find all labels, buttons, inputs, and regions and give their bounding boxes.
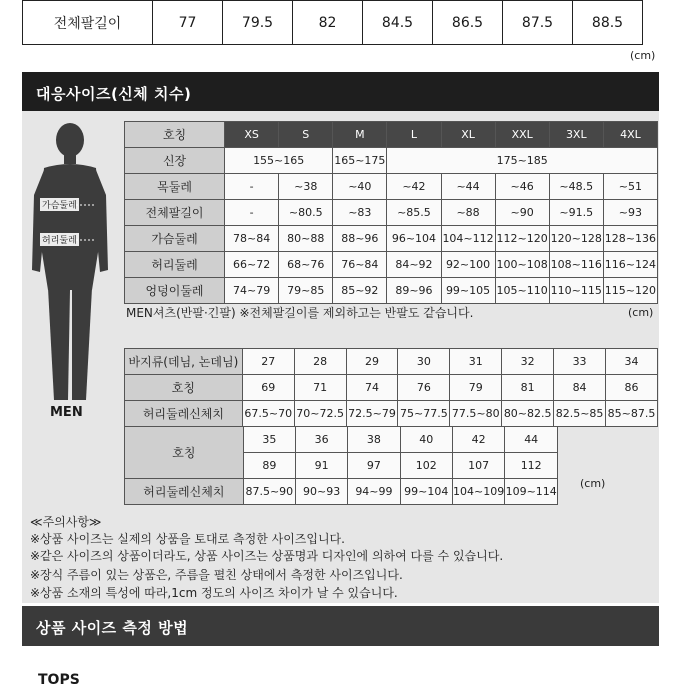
table-cell: 74 xyxy=(346,375,398,401)
table-cell: 79.5 xyxy=(223,1,293,45)
table-cell: 86 xyxy=(606,375,658,401)
table-cell: 72.5~79 xyxy=(346,401,398,427)
row-label: 호칭 xyxy=(125,375,243,401)
tops-label: TOPS xyxy=(38,672,80,688)
table-cell: 120~128 xyxy=(549,226,603,252)
body-figure xyxy=(30,120,110,410)
table-row xyxy=(125,252,658,278)
table-cell: ~44 xyxy=(441,174,495,200)
table-cell: 102 xyxy=(400,453,452,479)
table-cell: 29 xyxy=(346,349,398,375)
column-header: 3XL xyxy=(549,122,603,148)
row-label: 전체팔길이 xyxy=(53,15,122,32)
column-header: XS xyxy=(225,122,279,148)
shirt-unit-label: (cm) xyxy=(628,306,654,319)
column-header: 호칭 xyxy=(125,122,225,148)
table-cell: 89~96 xyxy=(387,278,441,304)
unit-label: (cm) xyxy=(630,49,656,62)
table-row xyxy=(125,349,658,375)
row-label: 허리둘레신체치 xyxy=(125,401,243,427)
column-header: XXL xyxy=(495,122,549,148)
table-cell: 30 xyxy=(398,349,450,375)
table-cell: 67.5~70 xyxy=(242,401,294,427)
table-cell: 76~84 xyxy=(333,252,387,278)
section-title: 대응사이즈(신체 치수) xyxy=(22,72,659,112)
pants-size-table xyxy=(124,348,658,427)
table-cell: 71 xyxy=(294,375,346,401)
table-cell: 75~77.5 xyxy=(398,401,450,427)
table-cell: 116~124 xyxy=(603,252,657,278)
table-cell: ~90 xyxy=(495,200,549,226)
note-line: ※상품 사이즈는 실제의 상품을 토대로 측정한 사이즈입니다. xyxy=(30,532,345,546)
table-cell: 87.5~90 xyxy=(243,479,295,505)
table-cell: 88.5 xyxy=(573,1,643,45)
table-cell: 77 xyxy=(153,1,223,45)
column-header: 4XL xyxy=(603,122,657,148)
table-cell: - xyxy=(225,174,279,200)
table-cell: 115~120 xyxy=(603,278,657,304)
table-row xyxy=(125,479,558,505)
table-cell: 78~84 xyxy=(225,226,279,252)
column-header: L xyxy=(387,122,441,148)
row-label: 전체팔길이 xyxy=(125,200,225,226)
table-cell: ~80.5 xyxy=(279,200,333,226)
table-cell: 165~175 xyxy=(333,148,387,174)
table-cell: 85~92 xyxy=(333,278,387,304)
table-cell: ~42 xyxy=(387,174,441,200)
table-cell: 90~93 xyxy=(295,479,347,505)
table-cell: 42 xyxy=(452,427,505,453)
table-cell: 88~96 xyxy=(333,226,387,252)
table-cell: 66~72 xyxy=(225,252,279,278)
row-label: 호칭 xyxy=(125,427,244,479)
table-row xyxy=(125,174,658,200)
table-cell: 85~87.5 xyxy=(606,401,658,427)
table-row xyxy=(125,278,658,304)
table-cell: 96~104 xyxy=(387,226,441,252)
table-cell: ~83 xyxy=(333,200,387,226)
table-cell: 94~99 xyxy=(348,479,400,505)
table-cell: ~93 xyxy=(603,200,657,226)
shirt-size-table xyxy=(124,121,658,304)
table-row xyxy=(23,1,643,45)
table-cell: 109~114 xyxy=(505,479,558,505)
table-row xyxy=(125,148,658,174)
table-cell: 79 xyxy=(450,375,502,401)
shirt-note: MEN셔츠(반팔·긴팔) ※전체팔길이를 제외하고는 반팔도 같습니다. xyxy=(126,306,474,320)
section-title: 상품 사이즈 측정 방법 xyxy=(22,606,659,646)
man-silhouette-icon xyxy=(30,120,110,410)
table-cell: 155~165 xyxy=(225,148,333,174)
table-cell: 104~109 xyxy=(452,479,505,505)
table-cell: 35 xyxy=(243,427,295,453)
table-cell: 68~76 xyxy=(279,252,333,278)
note-line: ※장식 주름이 있는 상품은, 주름을 펼친 상태에서 측정한 사이즈입니다. xyxy=(30,568,403,582)
men-label: MEN xyxy=(50,405,83,420)
table-cell: 77.5~80 xyxy=(450,401,502,427)
table-row xyxy=(125,375,658,401)
table-cell: 80~82.5 xyxy=(502,401,554,427)
table-cell: 81 xyxy=(502,375,554,401)
pants-unit-label: (cm) xyxy=(580,477,606,490)
table-cell: 82 xyxy=(293,1,363,45)
table-cell: 110~115 xyxy=(549,278,603,304)
table-cell: 27 xyxy=(242,349,294,375)
table-cell: 32 xyxy=(502,349,554,375)
table-cell: 92~100 xyxy=(441,252,495,278)
table-row xyxy=(125,427,558,453)
row-label: 바지류(데님, 논데님) xyxy=(125,349,243,375)
table-cell: 33 xyxy=(554,349,606,375)
table-row xyxy=(125,200,658,226)
table-cell: 44 xyxy=(505,427,558,453)
table-cell: 107 xyxy=(452,453,505,479)
column-header: S xyxy=(279,122,333,148)
table-cell: ~46 xyxy=(495,174,549,200)
row-label: 엉덩이둘레 xyxy=(125,278,225,304)
table-cell: 84.5 xyxy=(363,1,433,45)
table-cell: ~48.5 xyxy=(549,174,603,200)
table-cell: ~91.5 xyxy=(549,200,603,226)
table-cell: 87.5 xyxy=(503,1,573,45)
arm-length-table xyxy=(22,0,643,45)
table-cell: 69 xyxy=(242,375,294,401)
table-cell: ~38 xyxy=(279,174,333,200)
column-header: M xyxy=(333,122,387,148)
row-label: 허리둘레신체치 xyxy=(125,479,244,505)
waist-label: 허리둘레 xyxy=(40,233,79,246)
table-cell: 91 xyxy=(295,453,347,479)
row-label: 허리둘레 xyxy=(125,252,225,278)
row-label: 신장 xyxy=(125,148,225,174)
table-cell: 31 xyxy=(450,349,502,375)
table-cell: 40 xyxy=(400,427,452,453)
chest-label: 가슴둘레 xyxy=(40,198,79,211)
table-row xyxy=(125,401,658,427)
pants-size-table-large xyxy=(124,426,558,505)
table-cell: 112 xyxy=(505,453,558,479)
table-cell: 175~185 xyxy=(387,148,658,174)
table-cell: 79~85 xyxy=(279,278,333,304)
table-cell: 86.5 xyxy=(433,1,503,45)
table-cell: 97 xyxy=(348,453,400,479)
table-cell: 84 xyxy=(554,375,606,401)
table-cell: - xyxy=(225,200,279,226)
table-cell: ~88 xyxy=(441,200,495,226)
table-cell: 89 xyxy=(243,453,295,479)
table-cell: ~85.5 xyxy=(387,200,441,226)
table-header-row xyxy=(125,122,658,148)
notes-title: ≪주의사항≫ xyxy=(30,515,102,529)
table-cell: 70~72.5 xyxy=(294,401,346,427)
table-cell: 76 xyxy=(398,375,450,401)
table-cell: 74~79 xyxy=(225,278,279,304)
table-cell: 99~105 xyxy=(441,278,495,304)
column-header: XL xyxy=(441,122,495,148)
table-cell: 105~110 xyxy=(495,278,549,304)
table-cell: 104~112 xyxy=(441,226,495,252)
table-cell: 128~136 xyxy=(603,226,657,252)
row-label: 가슴둘레 xyxy=(125,226,225,252)
table-cell: 34 xyxy=(606,349,658,375)
table-cell: 99~104 xyxy=(400,479,452,505)
table-cell: ~51 xyxy=(603,174,657,200)
table-cell: 36 xyxy=(295,427,347,453)
table-cell: 112~120 xyxy=(495,226,549,252)
note-line: ※상품 소재의 특성에 따라,1cm 정도의 사이즈 차이가 날 수 있습니다. xyxy=(30,586,398,600)
table-cell: ~40 xyxy=(333,174,387,200)
table-row xyxy=(125,226,658,252)
table-cell: 80~88 xyxy=(279,226,333,252)
table-cell: 84~92 xyxy=(387,252,441,278)
table-cell: 108~116 xyxy=(549,252,603,278)
table-cell: 38 xyxy=(348,427,400,453)
note-line: ※같은 사이즈의 상품이더라도, 상품 사이즈는 상품명과 디자인에 의하여 다를 수 있습니다. xyxy=(30,549,504,563)
table-cell: 100~108 xyxy=(495,252,549,278)
row-label: 목둘레 xyxy=(125,174,225,200)
table-cell: 82.5~85 xyxy=(554,401,606,427)
table-cell: 28 xyxy=(294,349,346,375)
